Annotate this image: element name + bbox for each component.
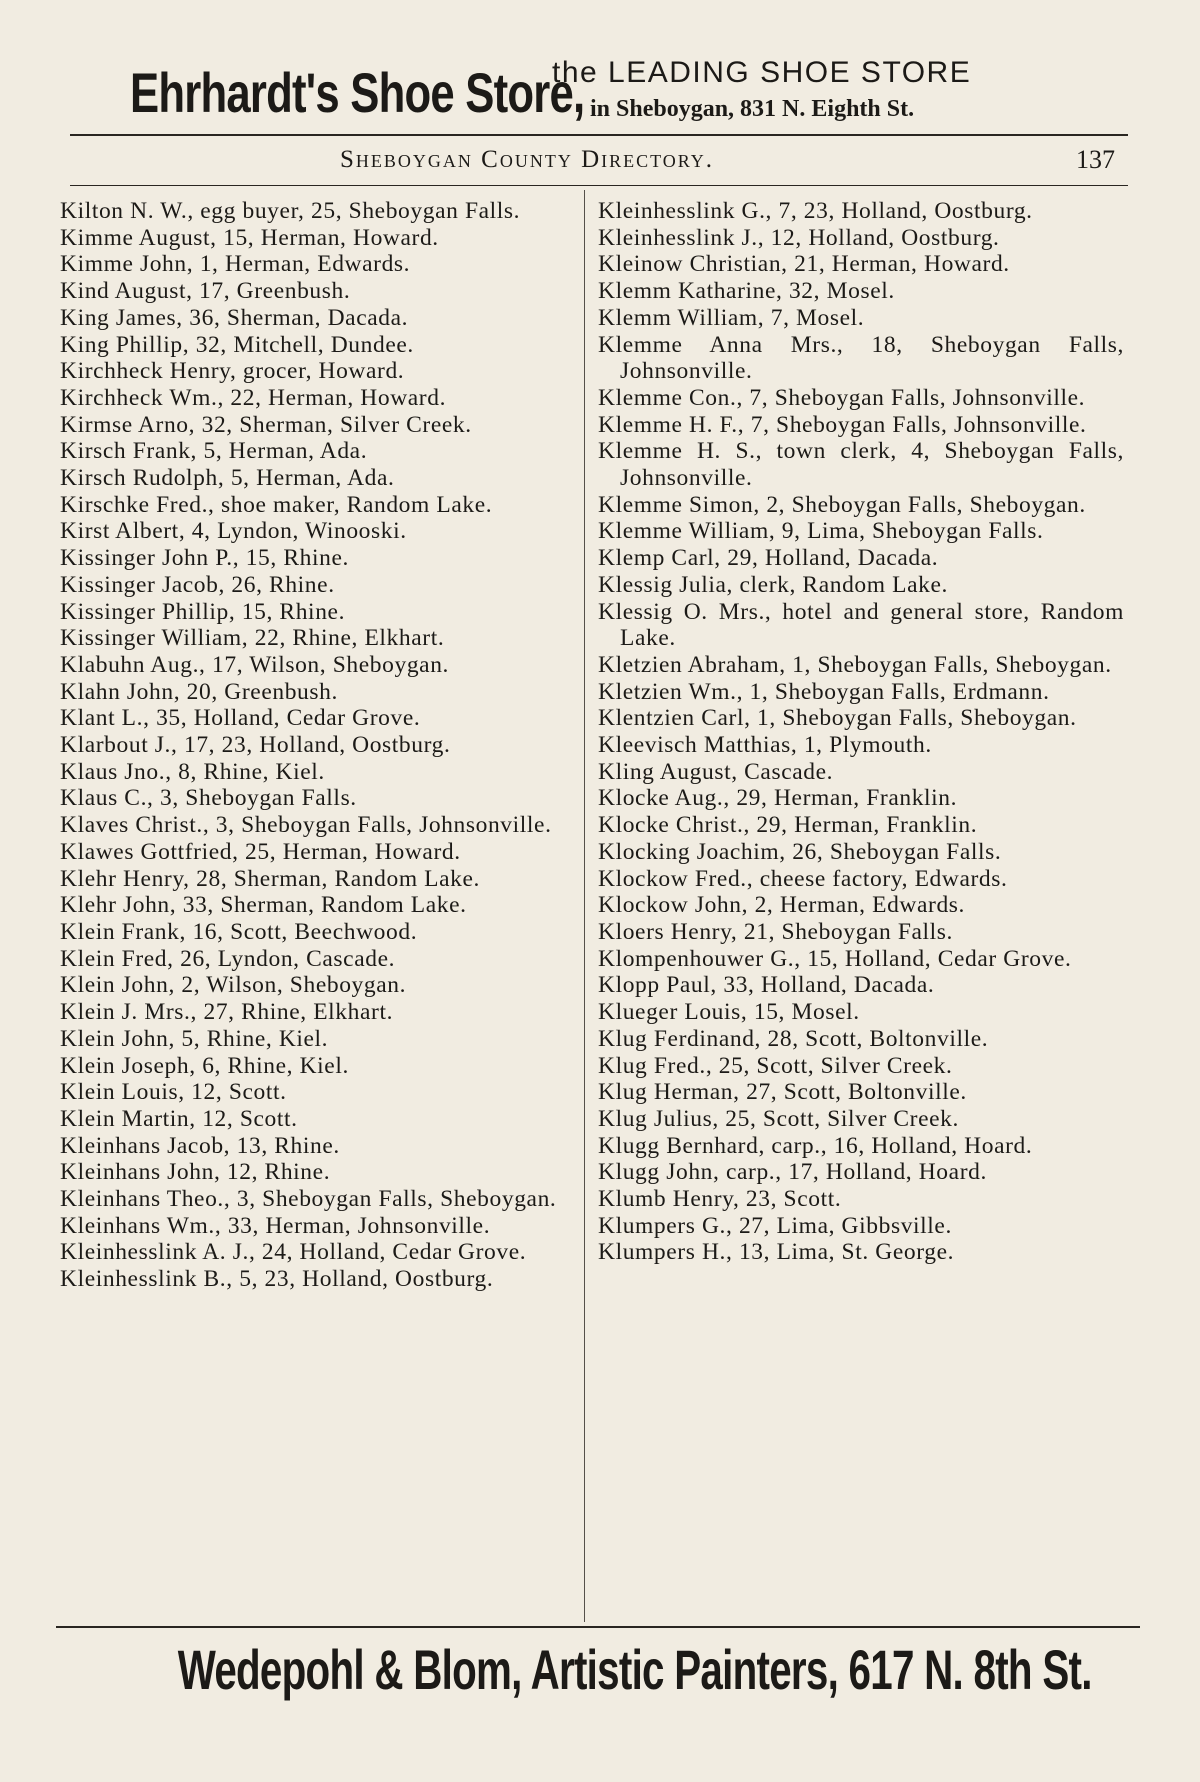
- directory-entry: Kletzien Abraham, 1, Sheboygan Falls, Sheboygan.: [598, 651, 1112, 678]
- left-column: [60, 198, 584, 1293]
- column-divider: [584, 190, 585, 1622]
- directory-entry: Kissinger Jacob, 26, Rhine.: [60, 571, 335, 598]
- directory-entry: Klemm Katharine, 32, Mosel.: [598, 278, 895, 305]
- header-advertisement: [0, 54, 1200, 134]
- directory-entry: Klehr John, 33, Sherman, Random Lake.: [60, 892, 467, 919]
- directory-entry: Klemp Carl, 29, Holland, Dacada.: [598, 545, 939, 572]
- directory-entry: Klein John, 2, Wilson, Sheboygan.: [60, 972, 407, 999]
- directory-entry: Klahn John, 20, Greenbush.: [60, 678, 338, 705]
- directory-entry: Klugg Bernhard, carp., 16, Holland, Hoard.: [598, 1132, 1033, 1159]
- directory-entry: Klentzien Carl, 1, Sheboygan Falls, Sheboygan.: [598, 705, 1077, 732]
- running-head: [340, 140, 860, 180]
- directory-entry: Klawes Gottfried, 25, Herman, Howard.: [60, 838, 461, 865]
- footer-advertisement: [0, 1634, 1200, 1714]
- directory-entry: Kleinhesslink B., 5, 23, Holland, Oostburg.: [60, 1266, 494, 1293]
- directory-title: Sheboygan County Directory.: [340, 146, 715, 173]
- directory-entry: Klehr Henry, 28, Sherman, Random Lake.: [60, 865, 481, 892]
- directory-entry: Klockow John, 2, Herman, Edwards.: [598, 892, 966, 919]
- directory-entry: Kissinger John P., 15, Rhine.: [60, 545, 349, 572]
- directory-entry: Kirsch Frank, 5, Herman, Ada.: [60, 438, 368, 465]
- directory-entry: Klein Frank, 16, Scott, Beechwood.: [60, 918, 418, 945]
- directory-entry: Kind August, 17, Greenbush.: [60, 278, 351, 305]
- directory-entry: Kilton N. W., egg buyer, 25, Sheboygan Falls.: [60, 198, 521, 224]
- directory-entry: Klein Fred, 26, Lyndon, Cascade.: [60, 945, 396, 972]
- directory-entry: Klemme William, 9, Lima, Sheboygan Falls.: [598, 518, 1044, 545]
- directory-entry: Klessig O. Mrs., hotel and general store, Random Lake.: [598, 598, 1124, 652]
- directory-entry: Kleinhesslink J., 12, Holland, Oostburg.: [598, 224, 1000, 251]
- directory-entry: Klug Herman, 27, Scott, Boltonville.: [598, 1079, 967, 1106]
- directory-entry: Klemme Simon, 2, Sheboygan Falls, Sheboygan.: [598, 491, 1086, 518]
- directory-entry: Kleinow Christian, 21, Herman, Howard.: [598, 251, 1010, 278]
- header-rule: [70, 134, 1128, 136]
- directory-entry: Kleinhans Jacob, 13, Rhine.: [60, 1132, 340, 1159]
- directory-entry: Klocke Christ., 29, Herman, Franklin.: [598, 812, 978, 839]
- directory-entry: Klein John, 5, Rhine, Kiel.: [60, 1025, 329, 1052]
- directory-entry: Klaus C., 3, Sheboygan Falls.: [60, 785, 357, 812]
- directory-entry: Kissinger William, 22, Rhine, Elkhart.: [60, 625, 445, 652]
- directory-entry: Klemme H. S., town clerk, 4, Sheboygan Falls, Johnsonville.: [598, 438, 1124, 492]
- directory-entry: Klocke Aug., 29, Herman, Franklin.: [598, 785, 958, 812]
- directory-entry: Kirchheck Wm., 22, Herman, Howard.: [60, 384, 447, 411]
- footer-rule: [56, 1626, 1140, 1628]
- directory-entry: Klug Ferdinand, 28, Scott, Boltonville.: [598, 1025, 989, 1052]
- directory-entry: Kleinhans John, 12, Rhine.: [60, 1159, 331, 1186]
- directory-entry: Kleevisch Matthias, 1, Plymouth.: [598, 732, 932, 759]
- directory-entry: Klocking Joachim, 26, Sheboygan Falls.: [598, 838, 1002, 865]
- directory-entry: Kleinhans Wm., 33, Herman, Johnsonville.: [60, 1212, 491, 1239]
- directory-entry: Klug Julius, 25, Scott, Silver Creek.: [598, 1105, 959, 1132]
- footer-ad-text: Wedepohl & Blom, Artistic Painters, 617 N. 8th St.: [177, 1638, 1092, 1701]
- directory-entry: Kimme August, 15, Herman, Howard.: [60, 224, 439, 251]
- directory-entry: Kimme John, 1, Herman, Edwards.: [60, 251, 411, 278]
- running-head-rule: [70, 185, 1128, 186]
- directory-entry: Kissinger Phillip, 15, Rhine.: [60, 598, 346, 625]
- directory-entry: Klug Fred., 25, Scott, Silver Creek.: [598, 1052, 953, 1079]
- directory-entry: Klumpers H., 13, Lima, St. George.: [598, 1239, 955, 1266]
- directory-entry: King Phillip, 32, Mitchell, Dundee.: [60, 331, 414, 358]
- directory-entry: Kirst Albert, 4, Lyndon, Winooski.: [60, 518, 407, 545]
- directory-entry: Klein Louis, 12, Scott.: [60, 1079, 287, 1106]
- directory-entry: Kleinhesslink G., 7, 23, Holland, Oostburg.: [598, 198, 1033, 224]
- directory-entry: Kirsch Rudolph, 5, Herman, Ada.: [60, 465, 395, 492]
- directory-entry: Kirmse Arno, 32, Sherman, Silver Creek.: [60, 411, 472, 438]
- directory-entry: Kloers Henry, 21, Sheboygan Falls.: [598, 918, 954, 945]
- directory-entry: Kletzien Wm., 1, Sheboygan Falls, Erdmann.: [598, 678, 1050, 705]
- directory-entry: Klompenhouwer G., 15, Holland, Cedar Grove.: [598, 945, 1072, 972]
- directory-entry: Klemm William, 7, Mosel.: [598, 304, 865, 331]
- directory-entry: Klumb Henry, 23, Scott.: [598, 1186, 842, 1213]
- directory-entry: Klabuhn Aug., 17, Wilson, Sheboygan.: [60, 651, 450, 678]
- right-column: [598, 198, 1124, 1266]
- directory-entry: Klemme Anna Mrs., 18, Sheboygan Falls, Johnsonville.: [598, 331, 1124, 385]
- directory-entry: Klarbout J., 17, 23, Holland, Oostburg.: [60, 732, 451, 759]
- directory-entry: Klaus Jno., 8, Rhine, Kiel.: [60, 758, 325, 785]
- directory-entry: Klueger Louis, 15, Mosel.: [598, 999, 860, 1026]
- directory-entry: Klant L., 35, Holland, Cedar Grove.: [60, 705, 421, 732]
- page-number: 137: [1076, 145, 1115, 174]
- directory-entry: Klopp Paul, 33, Holland, Dacada.: [598, 972, 935, 999]
- directory-entry: Kirchheck Henry, grocer, Howard.: [60, 358, 405, 385]
- directory-entry: Kirschke Fred., shoe maker, Random Lake.: [60, 491, 493, 518]
- directory-entry: Klein Martin, 12, Scott.: [60, 1105, 298, 1132]
- directory-entry: Klein Joseph, 6, Rhine, Kiel.: [60, 1052, 349, 1079]
- ad-store-name: Ehrhardt's Shoe Store,: [130, 61, 585, 124]
- directory-entry: Klaves Christ., 3, Sheboygan Falls, Johnsonville.: [60, 812, 552, 839]
- directory-entry: Klockow Fred., cheese factory, Edwards.: [598, 865, 1008, 892]
- directory-entry: Klumpers G., 27, Lima, Gibbsville.: [598, 1212, 952, 1239]
- directory-entry: Kling August, Cascade.: [598, 758, 834, 785]
- directory-entry: Kleinhesslink A. J., 24, Holland, Cedar Grove.: [60, 1239, 527, 1266]
- directory-entry: King James, 36, Sherman, Dacada.: [60, 304, 409, 331]
- directory-entry: Klugg John, carp., 17, Holland, Hoard.: [598, 1159, 987, 1186]
- directory-entry: Klessig Julia, clerk, Random Lake.: [598, 571, 948, 598]
- ad-tagline: the LEADING SHOE STORE: [552, 56, 972, 89]
- directory-entry: Kleinhans Theo., 3, Sheboygan Falls, Sheboygan.: [60, 1186, 557, 1213]
- ad-address: in Sheboygan, 831 N. Eighth St.: [590, 96, 915, 122]
- directory-entry: Klemme Con., 7, Sheboygan Falls, Johnsonville.: [598, 384, 1086, 411]
- directory-entry: Klemme H. F., 7, Sheboygan Falls, Johnsonville.: [598, 411, 1087, 438]
- directory-entry: Klein J. Mrs., 27, Rhine, Elkhart.: [60, 999, 394, 1026]
